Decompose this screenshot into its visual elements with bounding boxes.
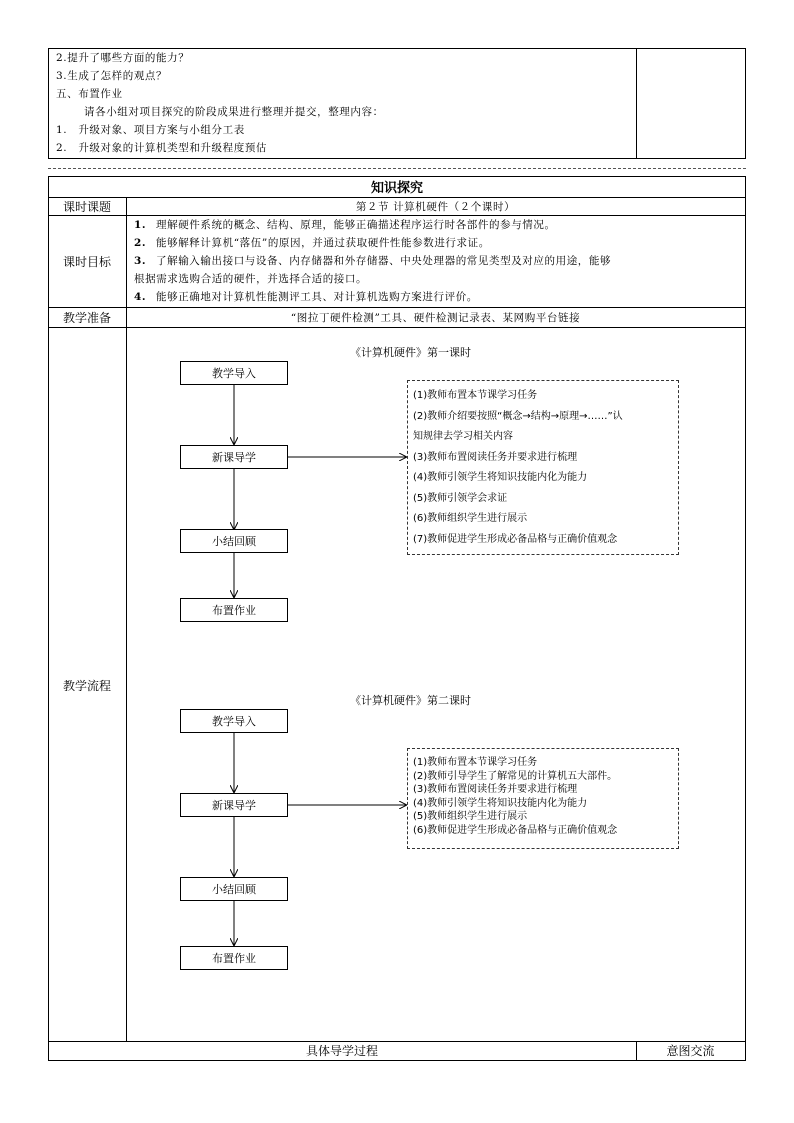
note-item: (3)教师布置阅读任务并要求进行梳理 [413,451,578,463]
note-item: (2)教师引导学生了解常见的计算机五大部件。 [413,770,618,782]
flow-step-homework: 布置作业 [180,598,288,622]
lesson-topic-value: 第２节 计算机硬件（２个课时） [355,200,516,213]
lesson-goals-label: 课时目标 [62,254,111,269]
prep-value: “图拉丁硬件检测”工具、硬件检测记录表、某网购平台链接 [290,311,581,324]
note-item: (3)教师布置阅读任务并要求进行梳理 [413,784,578,796]
note-item: (1)教师布置本节课学习任务 [413,390,538,401]
lesson2-notes [407,748,679,849]
goal-text: 了解输入输出接口与设备、内存储器和外存储器、中央处理器的常见类型及对应的用途，能够 [156,255,612,267]
goal-text-cont: 根据需求选购合适的硬件，并选择合适的接口。 [134,273,368,285]
goal-text: 能够解释计算机“落伍”的原因，并通过获取硬件性能参数进行求证。 [156,237,490,249]
note-item: (5)教师引领学会求证 [413,492,508,504]
note-item: (1)教师布置本节课学习任务 [413,757,538,768]
note-item: (5)教师组织学生进行展示 [413,811,528,823]
note-item: (2)教师介绍要按照“概念→结构→原理→……”认 [413,410,623,422]
flow-label: 教学流程 [62,678,111,693]
note-item: (4)教师引领学生将知识技能内化为能力 [413,797,588,809]
flow-step-intro: 教学导入 [180,361,288,385]
text-line: 1. 升级对象、项目方案与小组分工表 [56,124,245,136]
text-line: 请各小组对项目探究的阶段成果进行整理并提交，整理内容： [84,106,384,118]
note-item: 知规律去学习相关内容 [413,431,513,442]
goal-number: 3. [134,255,147,267]
text-line: 2. 升级对象的计算机类型和升级程度预估 [56,142,268,154]
flow-step-new-lesson: 新课导学 [180,445,288,469]
flow-step-summary: 小结回顾 [180,877,288,901]
lesson2-title: 《计算机硬件》第二课时 [350,694,471,707]
prep-label: 教学准备 [62,310,111,325]
text-line: 3.生成了怎样的观点？ [56,70,168,82]
goal-text: 能够正确地对计算机性能测评工具、对计算机选购方案进行评价。 [156,291,478,303]
text-line: 五、布置作业 [56,88,123,100]
goal-text: 理解硬件系统的概念、结构、原理，能够正确描述程序运行时各部件的参与情况。 [156,219,556,231]
note-item: (4)教师引领学生将知识技能内化为能力 [413,472,588,483]
goal-number: 1. [134,219,147,231]
text-line: 2.提升了哪些方面的能力？ [56,52,190,64]
flow-step-intro: 教学导入 [180,709,288,733]
section-title: 知识探究 [370,181,423,196]
goal-number: 2. [134,237,147,249]
note-item: (6)教师促进学生形成必备品格与正确价值观念 [413,824,618,836]
goal-number: 4. [134,291,147,303]
lesson1-title: 《计算机硬件》第一课时 [350,346,471,359]
note-item: (6)教师组织学生进行展示 [413,513,528,524]
footer-left: 具体导学过程 [305,1044,378,1058]
footer-right: 意图交流 [666,1044,715,1058]
flow-step-new-lesson: 新课导学 [180,793,288,817]
note-item: (7)教师促进学生形成必备品格与正确价值观念 [413,533,618,545]
lesson1-notes [407,380,679,555]
lesson-topic-label: 课时课题 [62,199,111,214]
flow-step-homework: 布置作业 [180,946,288,970]
flow-step-summary: 小结回顾 [180,529,288,553]
